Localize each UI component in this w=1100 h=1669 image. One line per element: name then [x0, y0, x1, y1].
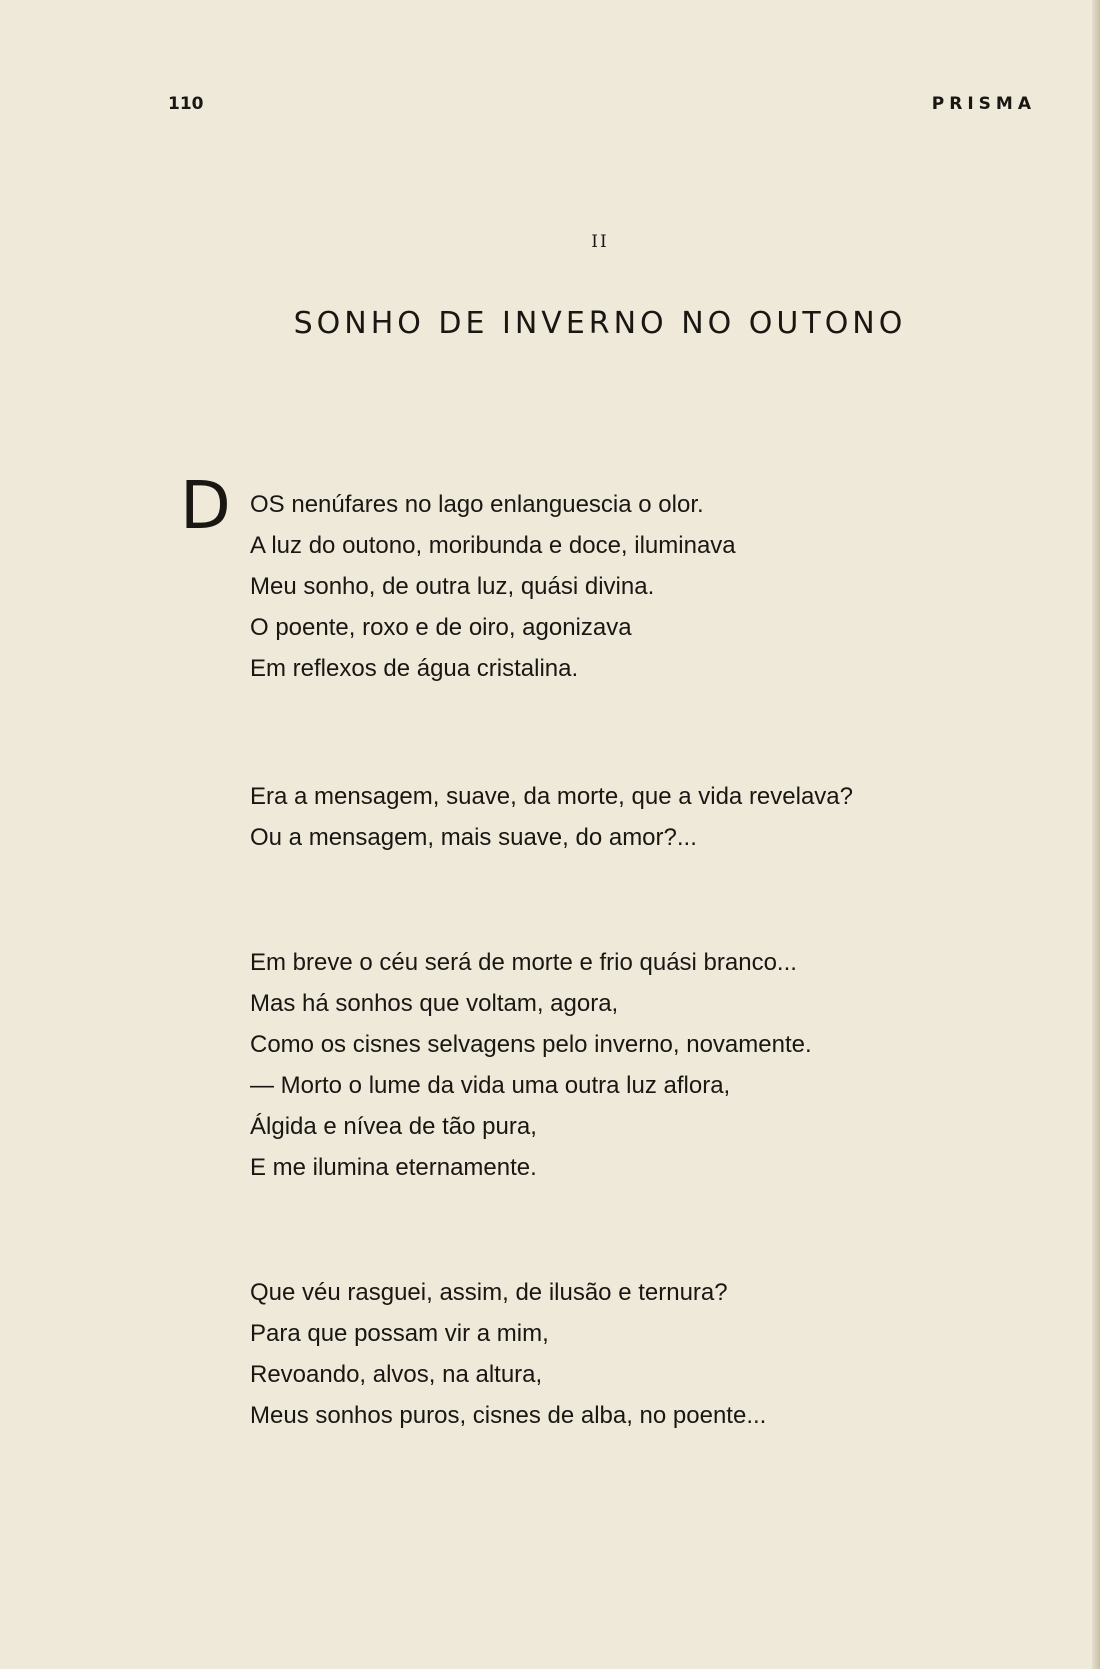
- verse-line: OS nenúfares no lago enlanguescia o olor.: [250, 491, 704, 518]
- verse-line: — Morto o lume da vida uma outra luz aflora,: [250, 1072, 731, 1099]
- verse-line: Em breve o céu será de morte e frio quási branco...: [250, 949, 797, 976]
- running-title: PRISMA: [931, 94, 1036, 114]
- verse-line: Era a mensagem, suave, da morte, que a vida revelava?: [250, 783, 853, 810]
- stanza-3: [250, 942, 1020, 1188]
- stanza-2: [250, 776, 1020, 858]
- verse-line: O poente, roxo e de oiro, agonizava: [250, 614, 632, 641]
- verse-line: E me ilumina eternamente.: [250, 1154, 537, 1181]
- page-number: 110: [168, 94, 204, 114]
- verse-line: Álgida e nívea de tão pura,: [250, 1113, 537, 1140]
- stanza-1: [250, 484, 1020, 689]
- verse-line: Como os cisnes selvagens pelo inverno, novamente.: [250, 1031, 812, 1058]
- section-number: II: [591, 232, 609, 252]
- verse-line: Meus sonhos puros, cisnes de alba, no poente...: [250, 1402, 767, 1429]
- verse-line: Em reflexos de água cristalina.: [250, 655, 579, 682]
- verse-line: Ou a mensagem, mais suave, do amor?...: [250, 824, 697, 851]
- verse-line: A luz do outono, moribunda e doce, iluminava: [250, 532, 736, 559]
- page-header: [168, 94, 1036, 120]
- drop-cap: D: [180, 467, 231, 544]
- verse-line: Para que possam vir a mim,: [250, 1320, 549, 1347]
- verse-line: Mas há sonhos que voltam, agora,: [250, 990, 619, 1017]
- poem-title: SONHO DE INVERNO NO OUTONO: [293, 306, 907, 341]
- stanza-4: [250, 1272, 1020, 1436]
- verse-line: Revoando, alvos, na altura,: [250, 1361, 543, 1388]
- verse-line: Meu sonho, de outra luz, quási divina.: [250, 573, 655, 600]
- verse-line: Que véu rasguei, assim, de ilusão e ternura?: [250, 1279, 728, 1306]
